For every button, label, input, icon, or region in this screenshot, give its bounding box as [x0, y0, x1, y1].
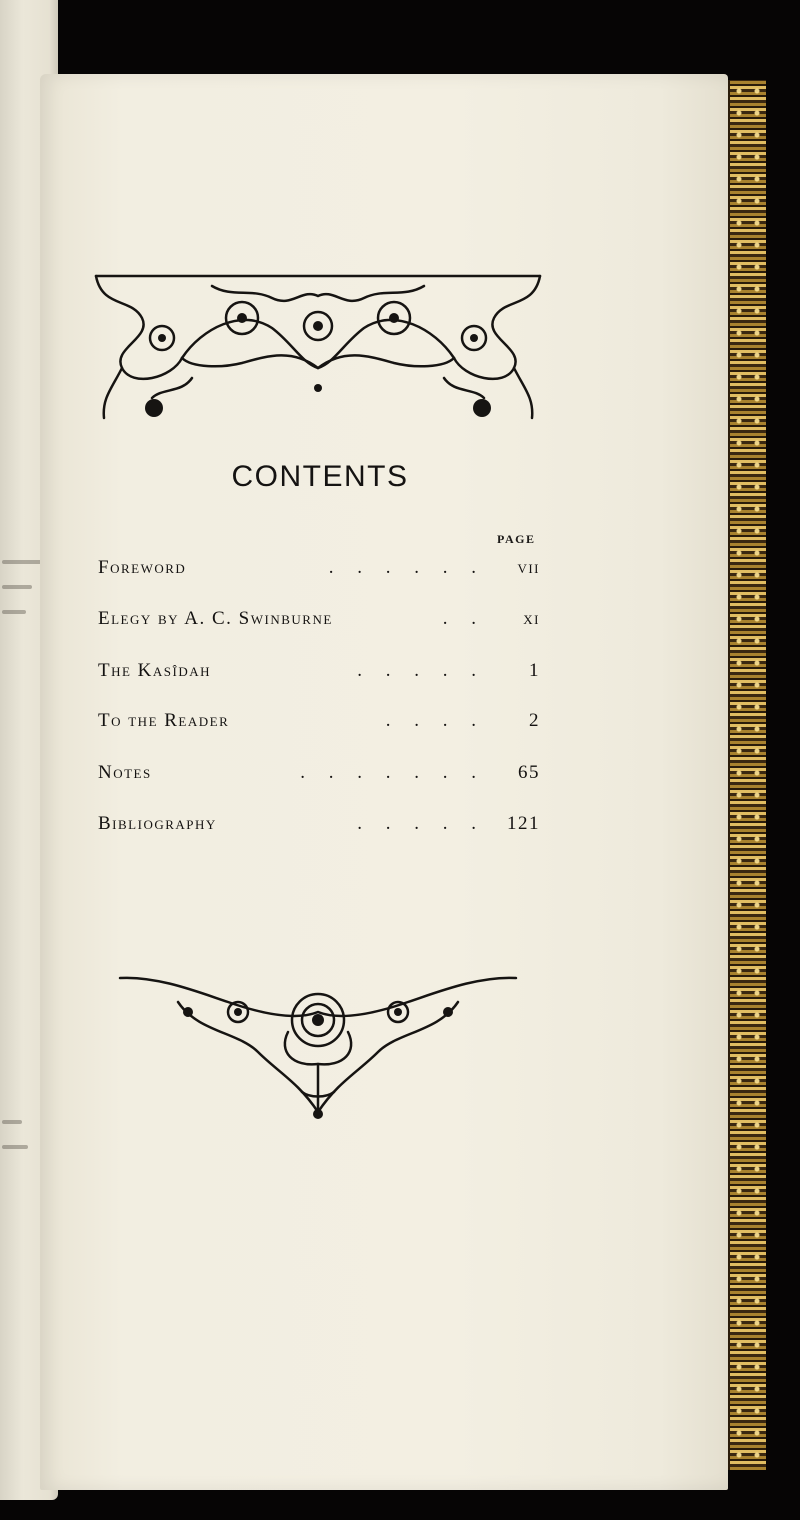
contents-heading: CONTENTS	[231, 460, 409, 493]
dot-leader: . . . . .	[357, 660, 476, 681]
dot-leader: . .	[442, 608, 476, 629]
toc-entry-title: The Kasîdah	[98, 660, 212, 681]
toc-entry-title: Foreword	[98, 557, 187, 578]
dot-leader: . . . . .	[357, 813, 476, 834]
toc-entry-page: 2	[529, 710, 540, 731]
toc-entry-title: Notes	[98, 762, 152, 783]
dot-leader: . . . .	[385, 710, 476, 731]
bleed-through-text	[2, 560, 42, 564]
toc-entry-page: 1	[529, 660, 540, 681]
gilt-fore-edge	[728, 80, 766, 1470]
toc-entry-title: To the Reader	[98, 710, 230, 731]
bleed-through-text	[2, 1120, 22, 1124]
bleed-through-text	[2, 610, 26, 614]
dot-leader: . . . . . .	[328, 557, 476, 578]
floral-headpiece-ornament	[92, 268, 544, 428]
toc-entry	[98, 608, 540, 638]
toc-entry-title: Elegy by A. C. Swinburne	[98, 608, 333, 629]
toc-entry-title: Bibliography	[98, 813, 217, 834]
bleed-through-text	[2, 585, 32, 589]
toc-entry-page: 121	[507, 813, 540, 834]
toc-entry	[98, 710, 540, 740]
toc-entry	[98, 557, 540, 587]
toc-entry	[98, 813, 540, 843]
toc-entry-page: vii	[517, 557, 540, 578]
toc-entry	[98, 660, 540, 690]
toc-entry-page: 65	[518, 762, 540, 783]
page-column-label: PAGE	[497, 532, 536, 546]
toc-entry-page: xi	[523, 608, 540, 629]
dot-leader: . . . . . . .	[300, 762, 476, 783]
floral-tailpiece-ornament	[118, 972, 518, 1122]
bleed-through-text	[2, 1145, 28, 1149]
toc-entry	[98, 762, 540, 792]
